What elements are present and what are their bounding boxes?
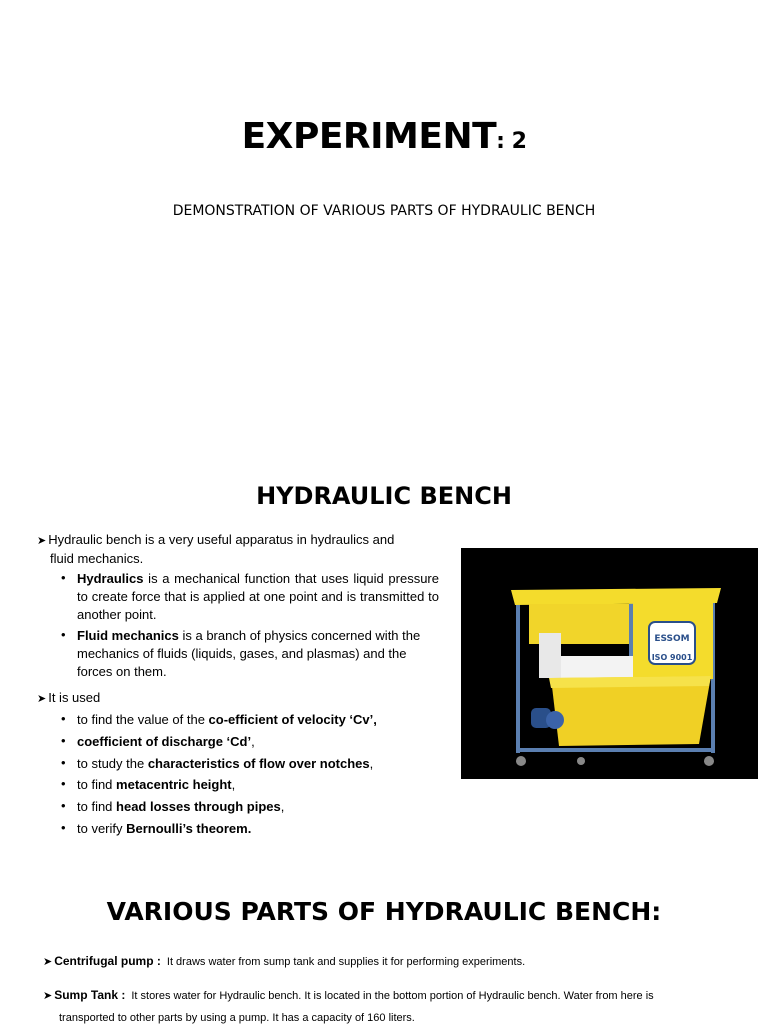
- part-label: Sump Tank :: [54, 988, 126, 1002]
- definition-text: is a branch of physics concerned with the mechanics of fluids (liquids, gases, and plasmas) and the forces on them.: [77, 628, 421, 679]
- round-bullet-icon: •: [61, 820, 66, 835]
- round-bullet-icon: •: [61, 755, 66, 770]
- use-item: [61, 755, 373, 773]
- part-label: Centrifugal pump :: [54, 954, 161, 968]
- round-bullet-icon: •: [61, 570, 66, 585]
- use-text: ,: [369, 756, 374, 771]
- round-bullet-icon: •: [61, 711, 66, 726]
- intro-line-1: Hydraulic bench is a very useful apparatus in hydraulics and: [48, 532, 395, 547]
- use-text: to find: [77, 799, 117, 814]
- use-text: to verify: [77, 821, 127, 836]
- round-bullet-icon: •: [61, 798, 66, 813]
- round-bullet-icon: •: [61, 776, 66, 791]
- round-bullet-icon: •: [61, 733, 66, 748]
- section-heading-parts: VARIOUS PARTS OF HYDRAULIC BENCH:: [106, 897, 662, 926]
- use-bold: co-efficient of velocity ‘Cv’,: [208, 712, 377, 727]
- definition-term: Fluid mechanics: [77, 628, 179, 643]
- page-title: [0, 116, 768, 157]
- part-text: It stores water for Hydraulic bench. It is located in the bottom portion of Hydraulic bench. Water from here is: [131, 990, 654, 1002]
- definition-text: is a mechanical function that uses liquid pressure to create force that is applied at one point and is transmitted to another point.: [77, 571, 439, 622]
- use-bold: coefficient of discharge ‘Cd’: [77, 734, 252, 749]
- round-bullet-icon: •: [61, 627, 66, 642]
- use-text: ,: [251, 734, 255, 749]
- use-item: [61, 733, 255, 751]
- use-item: [61, 798, 284, 816]
- use-text: ,: [231, 777, 236, 792]
- part-item-centrifugal-pump: [43, 950, 743, 973]
- use-bold: metacentric height: [116, 777, 232, 792]
- uses-intro: [37, 689, 100, 708]
- title-number: : 2: [496, 129, 527, 154]
- hydraulic-bench-illustration: [461, 548, 758, 779]
- badge-cert: ISO 9001: [651, 653, 693, 662]
- badge-brand: ESSOM: [654, 634, 690, 644]
- use-text: to find the value of the: [77, 712, 209, 727]
- intro-paragraph: [37, 531, 457, 568]
- arrow-bullet-icon: ➤: [37, 693, 47, 705]
- page-subtitle: DEMONSTRATION OF VARIOUS PARTS OF HYDRAULIC BENCH: [172, 203, 596, 219]
- arrow-bullet-icon: ➤: [37, 535, 47, 547]
- arrow-bullet-icon: ➤: [43, 956, 53, 968]
- part-text-continued: transported to other parts by using a pump. It has a capacity of 160 liters.: [59, 1012, 415, 1024]
- use-text: ,: [280, 799, 285, 814]
- use-item: [61, 820, 251, 838]
- title-text: EXPERIMENT: [241, 116, 497, 157]
- use-text: to find: [77, 777, 117, 792]
- definition-term: Hydraulics: [77, 571, 144, 586]
- part-item-sump-tank: [43, 984, 743, 1029]
- uses-intro-text: It is used: [48, 690, 101, 705]
- use-bold: Bernoulli’s theorem.: [126, 821, 252, 836]
- use-bold: head losses through pipes: [116, 799, 281, 814]
- use-item: [61, 711, 377, 729]
- use-bold: characteristics of flow over notches: [147, 756, 370, 771]
- hydraulic-bench-photo: [461, 548, 758, 779]
- part-text: It draws water from sump tank and supplies it for performing experiments.: [166, 956, 526, 968]
- definition-item: [61, 627, 439, 681]
- use-item: [61, 776, 235, 794]
- use-text: to study the: [77, 756, 148, 771]
- arrow-bullet-icon: ➤: [43, 990, 53, 1002]
- section-heading-hydraulic-bench: HYDRAULIC BENCH: [256, 482, 512, 510]
- intro-line-2: fluid mechanics.: [50, 551, 144, 566]
- definition-item: [61, 570, 439, 624]
